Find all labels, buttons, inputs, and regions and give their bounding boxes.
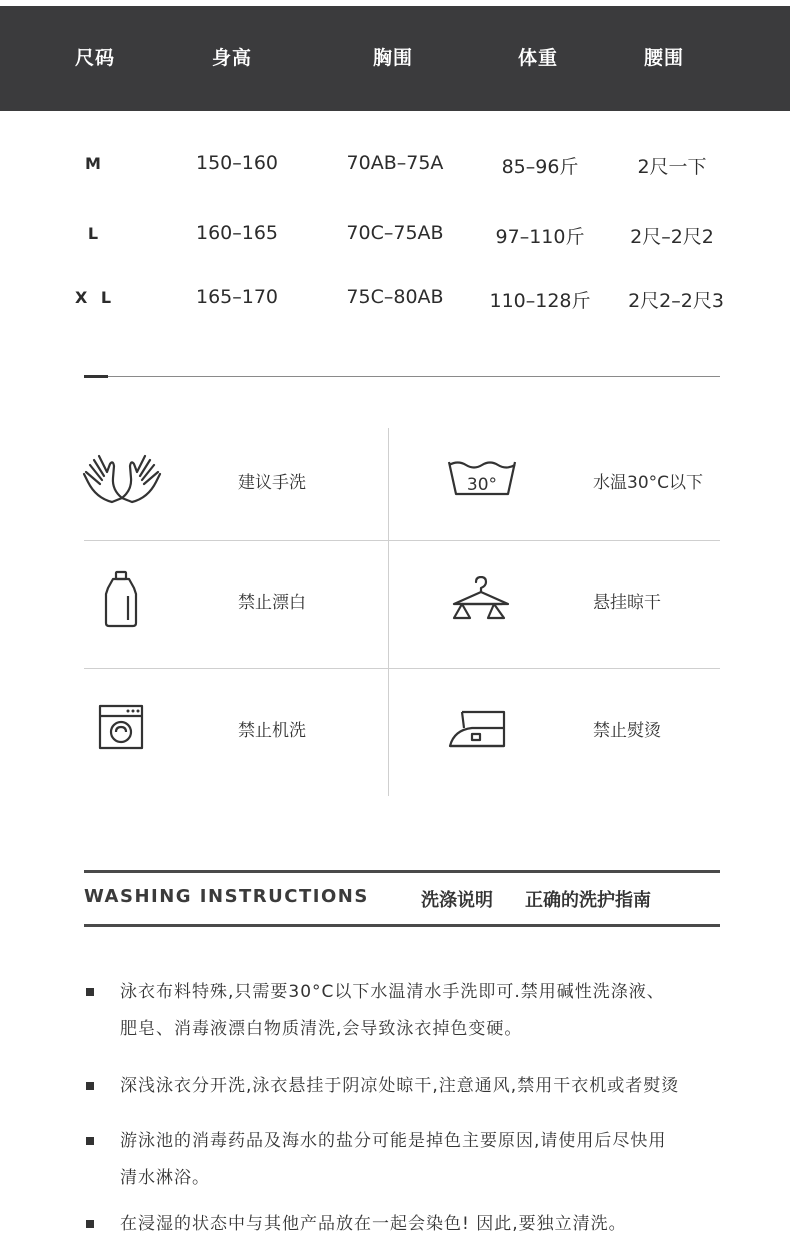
care-label: 禁止漂白 xyxy=(238,593,306,613)
list-item xyxy=(120,1123,740,1197)
washing-instructions-cn: 洗涤说明 xyxy=(421,890,493,911)
washing-guide-cn: 正确的洗护指南 xyxy=(525,890,651,911)
row-size: M xyxy=(85,154,105,173)
row-bust: 70AB–75A xyxy=(346,152,444,174)
grid-line xyxy=(388,428,389,796)
care-label: 建议手洗 xyxy=(238,473,306,493)
care-label: 禁止熨烫 xyxy=(593,721,661,741)
washing-machine-icon xyxy=(98,704,144,750)
grid-line xyxy=(84,540,720,541)
size-table-header xyxy=(0,6,790,111)
hand-wash-icon xyxy=(82,452,162,504)
hang-dry-icon xyxy=(450,576,512,622)
bullet xyxy=(86,988,94,996)
iron-icon xyxy=(448,708,508,750)
row-weight: 97–110斤 xyxy=(495,226,585,248)
care-label: 水温30°C以下 xyxy=(593,473,704,493)
note-line: 肥皂、消毒液漂白物质清洗,会导致泳衣掉色变硬。 xyxy=(120,1019,523,1039)
bullet xyxy=(86,1137,94,1145)
row-weight: 85–96斤 xyxy=(501,156,579,178)
grid-line xyxy=(84,668,720,669)
row-waist: 2尺2–2尺3 xyxy=(628,290,724,312)
row-height: 165–170 xyxy=(195,286,279,308)
care-label: 悬挂晾干 xyxy=(593,593,661,613)
header-height: 身高 xyxy=(211,47,252,69)
list-item xyxy=(120,974,740,1048)
note-line: 游泳池的消毒药品及海水的盐分可能是掉色主要原因,请使用后尽快用 xyxy=(120,1131,667,1151)
washing-instructions-title: WASHING INSTRUCTIONS xyxy=(84,886,369,907)
section-divider xyxy=(84,376,720,377)
header-bust: 胸围 xyxy=(372,47,413,69)
list-item xyxy=(120,1068,740,1105)
wash-30-icon xyxy=(446,458,518,498)
band-bottom-line xyxy=(84,924,720,927)
divider-accent xyxy=(84,375,108,378)
row-bust: 75C–80AB xyxy=(346,286,444,308)
row-waist: 2尺一下 xyxy=(637,156,707,178)
list-item xyxy=(120,1206,740,1243)
row-size: X L xyxy=(74,288,116,307)
no-bleach-bottle-icon xyxy=(102,570,140,628)
bullet xyxy=(86,1082,94,1090)
bullet xyxy=(86,1220,94,1228)
note-line: 泳衣布料特殊,只需要30°C以下水温清水手洗即可.禁用碱性洗涤液、 xyxy=(120,982,665,1002)
header-waist: 腰围 xyxy=(643,47,684,69)
note-line: 清水淋浴。 xyxy=(120,1168,210,1188)
row-weight: 110–128斤 xyxy=(489,290,591,312)
note-line: 在浸湿的状态中与其他产品放在一起会染色! 因此,要独立清洗。 xyxy=(120,1214,627,1234)
band-top-line xyxy=(84,870,720,873)
row-height: 160–165 xyxy=(195,222,279,244)
header-weight: 体重 xyxy=(517,47,558,69)
row-height: 150–160 xyxy=(195,152,279,174)
care-label: 禁止机洗 xyxy=(238,721,306,741)
row-size: L xyxy=(87,224,103,243)
row-bust: 70C–75AB xyxy=(346,222,444,244)
row-waist: 2尺–2尺2 xyxy=(630,226,714,248)
header-size: 尺码 xyxy=(74,47,115,69)
wash-temp: 30° xyxy=(466,475,498,495)
note-line: 深浅泳衣分开洗,泳衣悬挂于阴凉处晾干,注意通风,禁用干衣机或者熨烫 xyxy=(120,1076,680,1096)
